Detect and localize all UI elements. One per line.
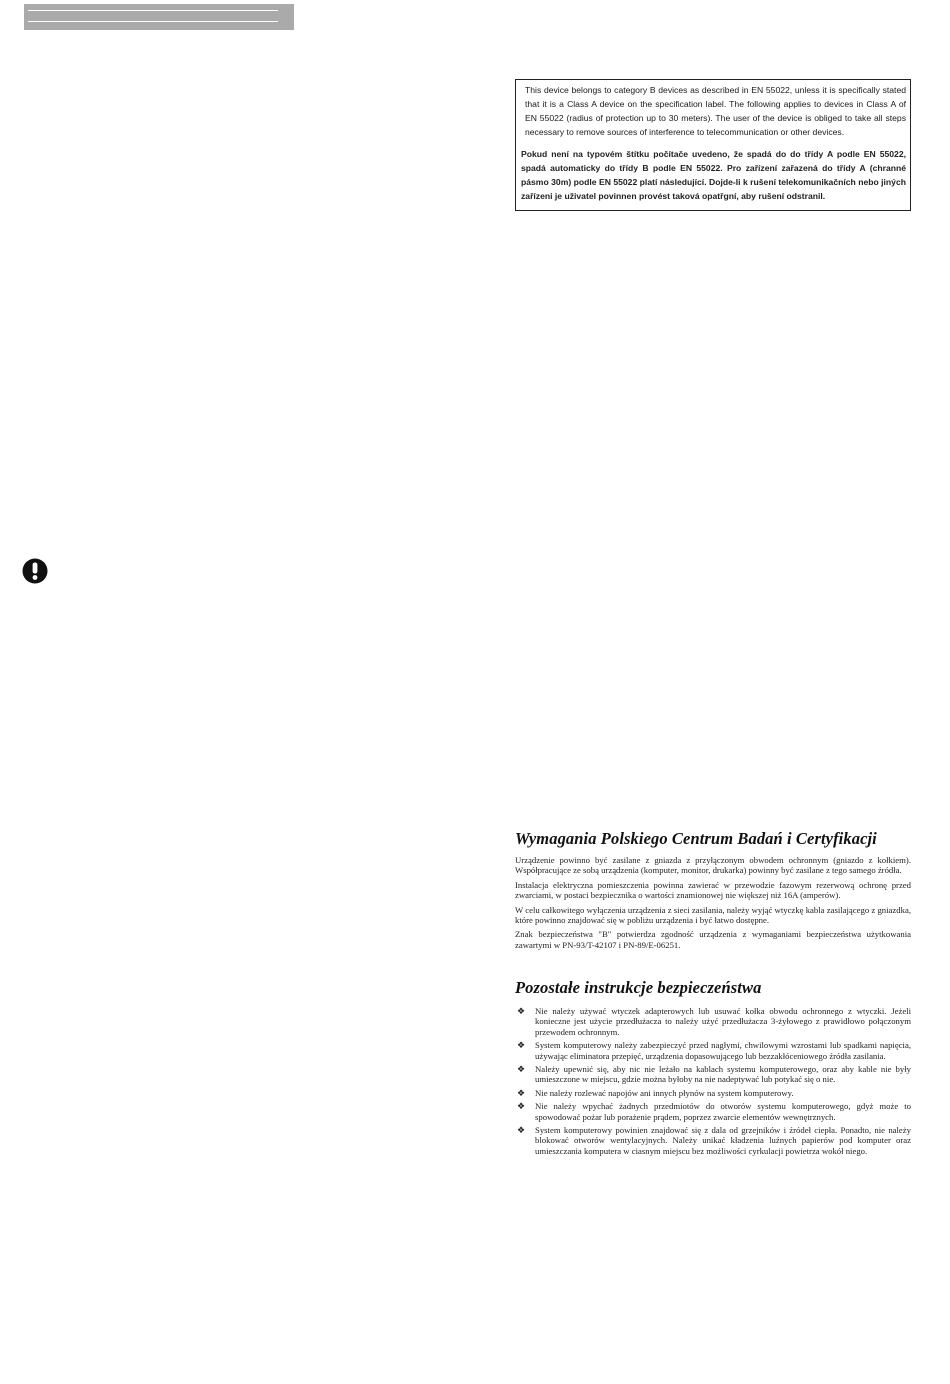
pcbc-title: Wymagania Polskiego Centrum Badań i Certyfikacji — [515, 829, 877, 848]
list-item — [515, 1040, 911, 1061]
bullet-icon: ❖ — [517, 1064, 526, 1075]
bullet-icon: ❖ — [517, 1101, 526, 1112]
emc-notice-box — [515, 79, 911, 211]
safety-item-text: System komputerowy należy zabezpieczyć przed nagłymi, chwilowymi wzrostami lub spadkami napięcia, używając eliminatora przepięć, urządzenia dopasowującego lub bezzakłóceniowego źródła zasilania. — [535, 1040, 911, 1061]
list-item — [515, 1006, 911, 1037]
header-bar — [24, 4, 294, 30]
pcbc-paragraph: Urządzenie powinno być zasilane z gniazda z przyłączonym obwodem ochronnym (gniazdo z kołkiem). Współpracujące ze sobą urządzenia (komputer, monitor, drukarka) powinny być zasilane z tego samego źródła. — [515, 855, 911, 876]
safety-item-text: Nie należy wpychać żadnych przedmiotów do otworów systemu komputerowego, gdyż może to spowodować pożar lub porażenie prądem, poprzez zwarcie elementów wewnętrznych. — [535, 1101, 911, 1122]
safety-title: Pozostałe instrukcje bezpieczeństwa — [515, 978, 762, 997]
notice-english: This device belongs to category B devices as described in EN 55022, unless it is specifically stated that it is a Class A device on the specification label. The following applies to devices in Class A of EN 55022 (radius of protection up to 30 meters). The user of the device is obliged to take all steps necessary to remove sources of interference to telecommunication or other devices. — [525, 85, 906, 137]
list-item — [515, 1064, 911, 1085]
pcbc-paragraph: Instalacja elektryczna pomieszczenia powinna zawierać w przewodzie fazowym rezerwową ochronę przed zwarciami, w postaci bezpiecznika o wartości znamionowej nie większej niż 16A (amperów). — [515, 879, 911, 901]
safety-instructions-section — [515, 978, 911, 1159]
safety-item-text: System komputerowy powinien znajdować się z dala od grzejników i źródeł ciepła. Ponadto, nie należy blokować otworów wentylacyjnych. Należy unikać kładzenia luźnych papierów pod komputer oraz umieszczania komputera w ciasnym miejscu bez możliwości cyrkulacji powietrza wokół niego. — [535, 1125, 911, 1156]
notice-czech: Pokud není na typovém štítku počítače uvedeno, že spadá do do třídy A podle EN 55022, spadá automaticky do třídy B podle EN 55022. Pro zařízení zařazená do třídy A (chranné pásmo 30m) podle EN 55022 platí následující. Dojde-li k rušení telekomunikačních nebo jiných zařízeni je uživatel povinnen provést taková opatřgní, aby rušení odstranil. — [521, 149, 906, 201]
list-item — [515, 1125, 911, 1156]
bullet-icon: ❖ — [517, 1040, 526, 1051]
exclamation-icon — [22, 558, 48, 584]
safety-list — [515, 1006, 911, 1156]
pcbc-paragraph: Znak bezpieczeństwa "B" potwierdza zgodność urządzenia z wymaganiami bezpieczeństwa użytkowania zawartymi w PN-93/T-42107 i PN-89/E-06251. — [515, 929, 911, 950]
list-item — [515, 1088, 911, 1098]
list-item — [515, 1101, 911, 1122]
header-rule — [28, 10, 278, 11]
safety-item-text: Nie należy rozlewać napojów ani innych płynów na system komputerowy. — [535, 1087, 794, 1098]
pcbc-requirements-section — [515, 829, 911, 954]
safety-item-text: Nie należy używać wtyczek adapterowych lub usuwać kołka obwodu ochronnego z wtyczki. Jeżeli konieczne jest użycie przedłużacza to należy użyć przedłużacza 3-żyłowego z prawidłowo połączonym przewodem ochronnym. — [535, 1006, 911, 1037]
bullet-icon: ❖ — [517, 1087, 526, 1098]
header-rule — [28, 21, 278, 22]
safety-item-text: Należy upewnić się, aby nic nie leżało na kablach systemu komputerowego, oraz aby kable nie były umieszczone w miejscu, gdzie można byłoby na nie nadeptywać lub potykać się o nie. — [535, 1064, 911, 1085]
bullet-icon: ❖ — [517, 1006, 526, 1016]
bullet-icon: ❖ — [517, 1125, 526, 1136]
pcbc-paragraph: W celu całkowitego wyłączenia urządzenia z sieci zasilania, należy wyjąć wtyczkę kabla zasilającego z gniazdka, które powinno znajdować się w pobliżu urządzenia i być łatwo dostępne. — [515, 904, 911, 926]
